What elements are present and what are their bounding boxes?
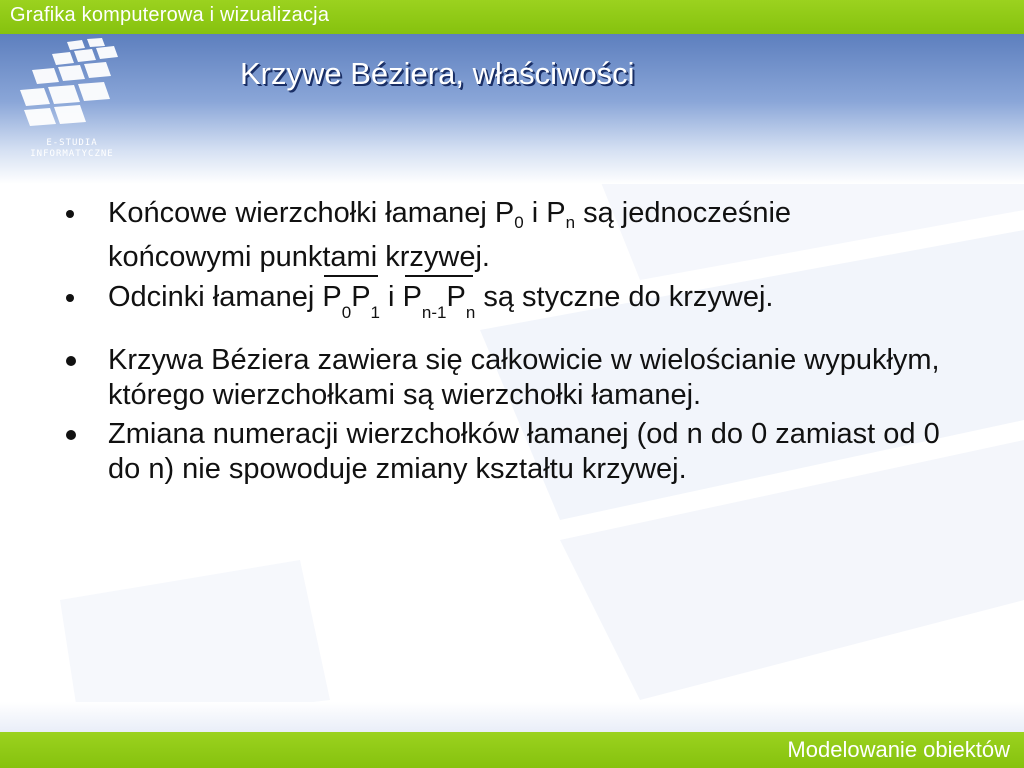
subscript-0: 0 (341, 303, 352, 322)
bullet-4-text: Zmiana numeracji wierzchołków łamanej (od n do 0 zamiast od 0 do n) nie spowoduje zmiany kształtu krzywej. (108, 418, 940, 485)
bullet-1-sub-n: n (565, 213, 576, 232)
bullet-1-text-b: i P (523, 197, 566, 229)
segment-p0-p1 (322, 279, 380, 322)
bullet-dot-icon (66, 430, 76, 440)
logo-text-line1: E-STUDIA (46, 138, 98, 148)
subscript-n: n (465, 303, 476, 322)
point-p-label: P (402, 281, 422, 313)
bullet-item-4 (60, 417, 960, 487)
bullet-2-text-b: i (380, 281, 403, 313)
bullet-dot-icon (66, 294, 74, 302)
bullet-item-3 (60, 343, 960, 413)
bullet-item-1 (60, 195, 960, 275)
bullet-item-2 (60, 279, 960, 331)
e-studia-logo (12, 38, 132, 164)
bullet-1-text-c: są jednocześnie (575, 197, 792, 229)
bullet-dot-icon (66, 356, 76, 366)
bullet-1-line2: końcowymi punktami krzywej. (108, 241, 490, 273)
bullet-list (60, 195, 960, 487)
point-p-label: P (446, 281, 466, 313)
point-p-label: P (351, 281, 371, 313)
bottom-fade (0, 702, 1024, 732)
grid-logo-icon (12, 38, 132, 138)
segment-pn1-pn (402, 279, 476, 322)
course-title: Grafika komputerowa i wizualizacja (10, 4, 330, 26)
bullet-1-sub-0: 0 (514, 213, 524, 232)
bullet-3-text: Krzywa Béziera zawiera się całkowicie w wielościanie wypukłym, którego wierzchołkami są wierzchołki łamanej. (108, 344, 940, 411)
subscript-n-1: n-1 (421, 303, 447, 322)
subscript-1: 1 (370, 303, 380, 322)
top-bar (0, 0, 1024, 34)
bullet-1-text-a: Końcowe wierzchołki łamanej P (108, 197, 515, 229)
point-p-label: P (322, 281, 342, 313)
bullet-dot-icon (66, 210, 74, 218)
bottom-bar (0, 732, 1024, 768)
logo-text-line2: INFORMATYCZNE (30, 149, 114, 159)
bullet-2-text-a: Odcinki łamanej (108, 281, 323, 313)
section-title: Modelowanie obiektów (787, 737, 1010, 762)
slide-title: Krzywe Béziera, właściwości (240, 56, 635, 91)
bullet-2-text-c: są styczne do krzywej. (475, 281, 774, 313)
